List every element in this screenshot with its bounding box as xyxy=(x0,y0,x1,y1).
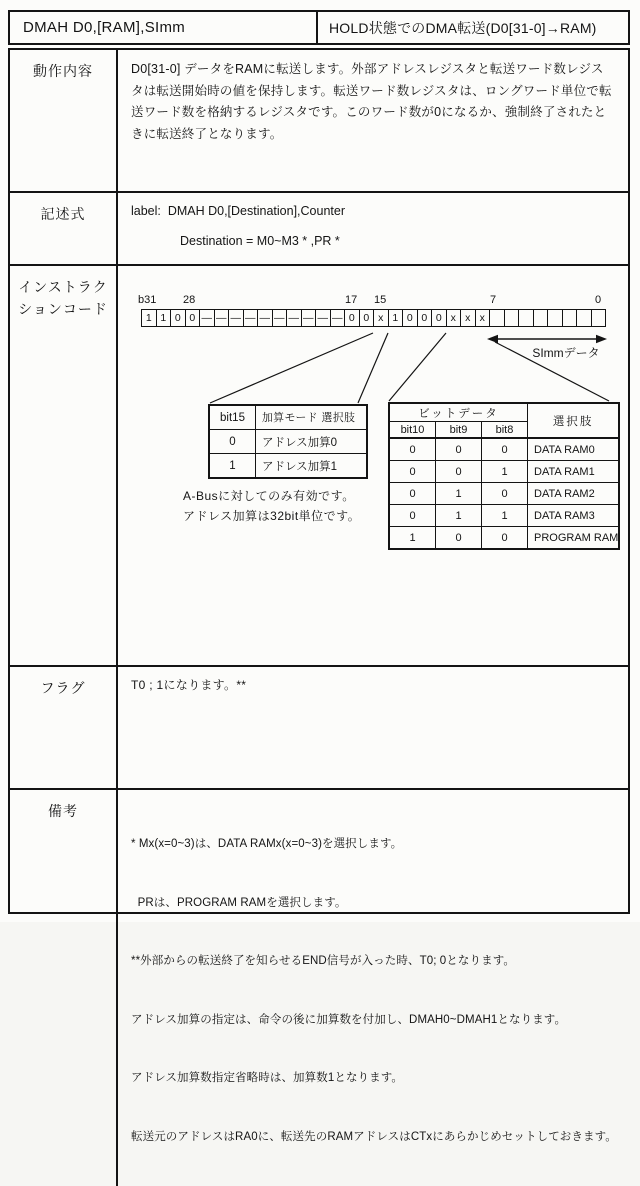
bit-position-label-31: b31 xyxy=(138,294,157,306)
ram-table-col-bit10: bit10 xyxy=(389,422,436,439)
instruction-code-label-line2: ションコード xyxy=(18,301,108,317)
row-flag xyxy=(10,665,628,788)
row-operation xyxy=(10,50,628,191)
ram-table-col-bit8: bit8 xyxy=(482,422,528,439)
spec-table xyxy=(8,48,630,1143)
add-mode-row0-bit: 0 xyxy=(209,430,256,454)
remarks-line-4: アドレス加算の指定は、命令の後に加算数を付加し、DMAH0~DMAH1となります。 xyxy=(131,1013,567,1026)
bit-cell-28: 0 xyxy=(186,310,201,326)
remarks-line-1: * Mx(x=0~3)は、DATA RAMx(x=0~3)を選択します。 xyxy=(131,838,403,850)
row-syntax xyxy=(10,191,628,264)
bit-cell-9: x xyxy=(461,310,476,326)
flag-text: T0 ; 1になります。** xyxy=(131,678,247,692)
ram-r3-sel: DATA RAM3 xyxy=(528,505,620,527)
add-mode-row1-bit: 1 xyxy=(209,454,256,479)
bit-cell-18: — xyxy=(331,310,346,326)
flag-label: フラグ xyxy=(10,667,118,788)
ram-r0-b10: 0 xyxy=(389,438,436,461)
add-mode-row-1 xyxy=(209,454,367,479)
ram-r3-b8: 1 xyxy=(482,505,528,527)
ram-r1-b8: 1 xyxy=(482,461,528,483)
add-mode-table xyxy=(208,404,368,479)
ram-r2-sel: DATA RAM2 xyxy=(528,483,620,505)
bit-cell-19: — xyxy=(316,310,331,326)
remarks-line-2: PRは、PROGRAM RAMを選択します。 xyxy=(131,896,347,909)
ram-table-col-bit9: bit9 xyxy=(436,422,482,439)
bit-cell-16: 0 xyxy=(360,310,375,326)
add-mode-note-1: A-Busに対してのみ有効です。 xyxy=(183,489,355,503)
bit-cell-20: — xyxy=(302,310,317,326)
syntax-line-1: label: DMAH D0,[Destination],Counter xyxy=(131,204,345,218)
instruction-code-label-line1: インストラク xyxy=(18,279,108,295)
remarks-lines xyxy=(118,790,628,1186)
flag-content xyxy=(118,667,628,788)
bit-cell-10: x xyxy=(447,310,462,326)
bit-position-label-15: 15 xyxy=(374,294,387,306)
add-mode-col-choice: 加算モード 選択肢 xyxy=(256,405,368,430)
ram-table-bitdata-header: ビットデータ xyxy=(389,403,528,422)
ram-r1-b9: 0 xyxy=(436,461,482,483)
bit-cell-29: 0 xyxy=(171,310,186,326)
syntax-line-2: Destination = M0~M3 * ,PR * xyxy=(180,234,340,248)
remarks-line-6: 転送元のアドレスはRA0に、転送先のRAMアドレスはCTxにあらかじめセットしておきます。 xyxy=(131,1130,617,1143)
add-mode-col-bit15: bit15 xyxy=(209,405,256,430)
ram-r1-sel: DATA RAM1 xyxy=(528,461,620,483)
bit-position-label-7: 7 xyxy=(490,294,497,306)
ram-r4-b9: 0 xyxy=(436,527,482,550)
ram-table-group-header-row xyxy=(389,403,619,422)
ram-table-row-3 xyxy=(389,505,619,527)
instruction-summary: HOLD状態でのDMA転送(D0[31-0]→RAM) xyxy=(329,19,597,36)
bit-cell-21: — xyxy=(287,310,302,326)
ram-table-row-2 xyxy=(389,483,619,505)
syntax-content xyxy=(118,193,628,264)
add-mode-row1-choice: アドレス加算1 xyxy=(256,454,368,479)
ram-r4-b10: 1 xyxy=(389,527,436,550)
remarks-label: 備考 xyxy=(10,790,118,1186)
add-mode-notes xyxy=(183,486,360,526)
bit-cell-22: — xyxy=(273,310,288,326)
ram-r4-sel: PROGRAM RAM xyxy=(528,527,620,550)
bit-cell-25: — xyxy=(229,310,244,326)
instruction-code-label xyxy=(10,266,118,665)
ram-table-row-4 xyxy=(389,527,619,550)
bit-cell-23: — xyxy=(258,310,273,326)
ram-r0-b8: 0 xyxy=(482,438,528,461)
bit-cell-24: — xyxy=(244,310,259,326)
ram-r1-b10: 0 xyxy=(389,461,436,483)
bit-position-label-17: 17 xyxy=(345,294,358,306)
ram-r4-b8: 0 xyxy=(482,527,528,550)
operation-text: D0[31-0] データをRAMに転送します。外部アドレスレジスタと転送ワード数レジスタは転送開始時の値を保持します。転送ワード数レジスタは、ロングワード単位で転送ワード数を格納するレジスタです。このワード数が0になるか、強制終了されたときに転送終了となります。 xyxy=(131,62,612,141)
instruction-mnemonic: DMAH D0,[RAM],SImm xyxy=(10,12,318,43)
ram-r0-sel: DATA RAM0 xyxy=(528,438,620,461)
ram-r2-b10: 0 xyxy=(389,483,436,505)
instruction-code-content xyxy=(118,266,628,665)
bit-cell-31: 1 xyxy=(142,310,157,326)
ram-r3-b9: 1 xyxy=(436,505,482,527)
bit-cell-15: x xyxy=(374,310,389,326)
bit-position-label-0: 0 xyxy=(595,294,602,306)
ram-table-row-0 xyxy=(389,438,619,461)
operation-content xyxy=(118,50,628,191)
bit-cell-27: — xyxy=(200,310,215,326)
ram-select-table xyxy=(388,402,620,550)
row-remarks xyxy=(10,788,628,1186)
bit-cell-13: 0 xyxy=(403,310,418,326)
add-mode-row-0 xyxy=(209,430,367,454)
ram-table-choice-header: 選択肢 xyxy=(528,403,620,438)
add-mode-note-2: アドレス加算は32bit単位です。 xyxy=(183,509,361,523)
bit-position-label-28: 28 xyxy=(183,294,196,306)
add-mode-header-row xyxy=(209,405,367,430)
row-instruction-code xyxy=(10,264,628,665)
bit-cell-30: 1 xyxy=(157,310,172,326)
bit-cell-17: 0 xyxy=(345,310,360,326)
ram-r2-b8: 0 xyxy=(482,483,528,505)
remarks-line-5: アドレス加算数指定省略時は、加算数1となります。 xyxy=(131,1072,404,1084)
bit-cell-14: 1 xyxy=(389,310,404,326)
add-mode-row0-choice: アドレス加算0 xyxy=(256,430,368,454)
ram-table-row-1 xyxy=(389,461,619,483)
bit-cell-11: 0 xyxy=(432,310,447,326)
remarks-line-3: **外部からの転送終了を知らせるEND信号が入った時、T0; 0となります。 xyxy=(131,955,515,967)
bit-cell-12: 0 xyxy=(418,310,433,326)
bit-cell-26: — xyxy=(215,310,230,326)
ram-r3-b10: 0 xyxy=(389,505,436,527)
ram-r0-b9: 0 xyxy=(436,438,482,461)
title-bar xyxy=(8,10,630,45)
operation-label: 動作内容 xyxy=(10,50,118,191)
bit-cell-8: x xyxy=(476,310,491,326)
simm-data-label: SImmデータ xyxy=(532,346,600,360)
remarks-content xyxy=(118,790,628,1186)
ram-r2-b9: 1 xyxy=(436,483,482,505)
syntax-label: 記述式 xyxy=(10,193,118,264)
